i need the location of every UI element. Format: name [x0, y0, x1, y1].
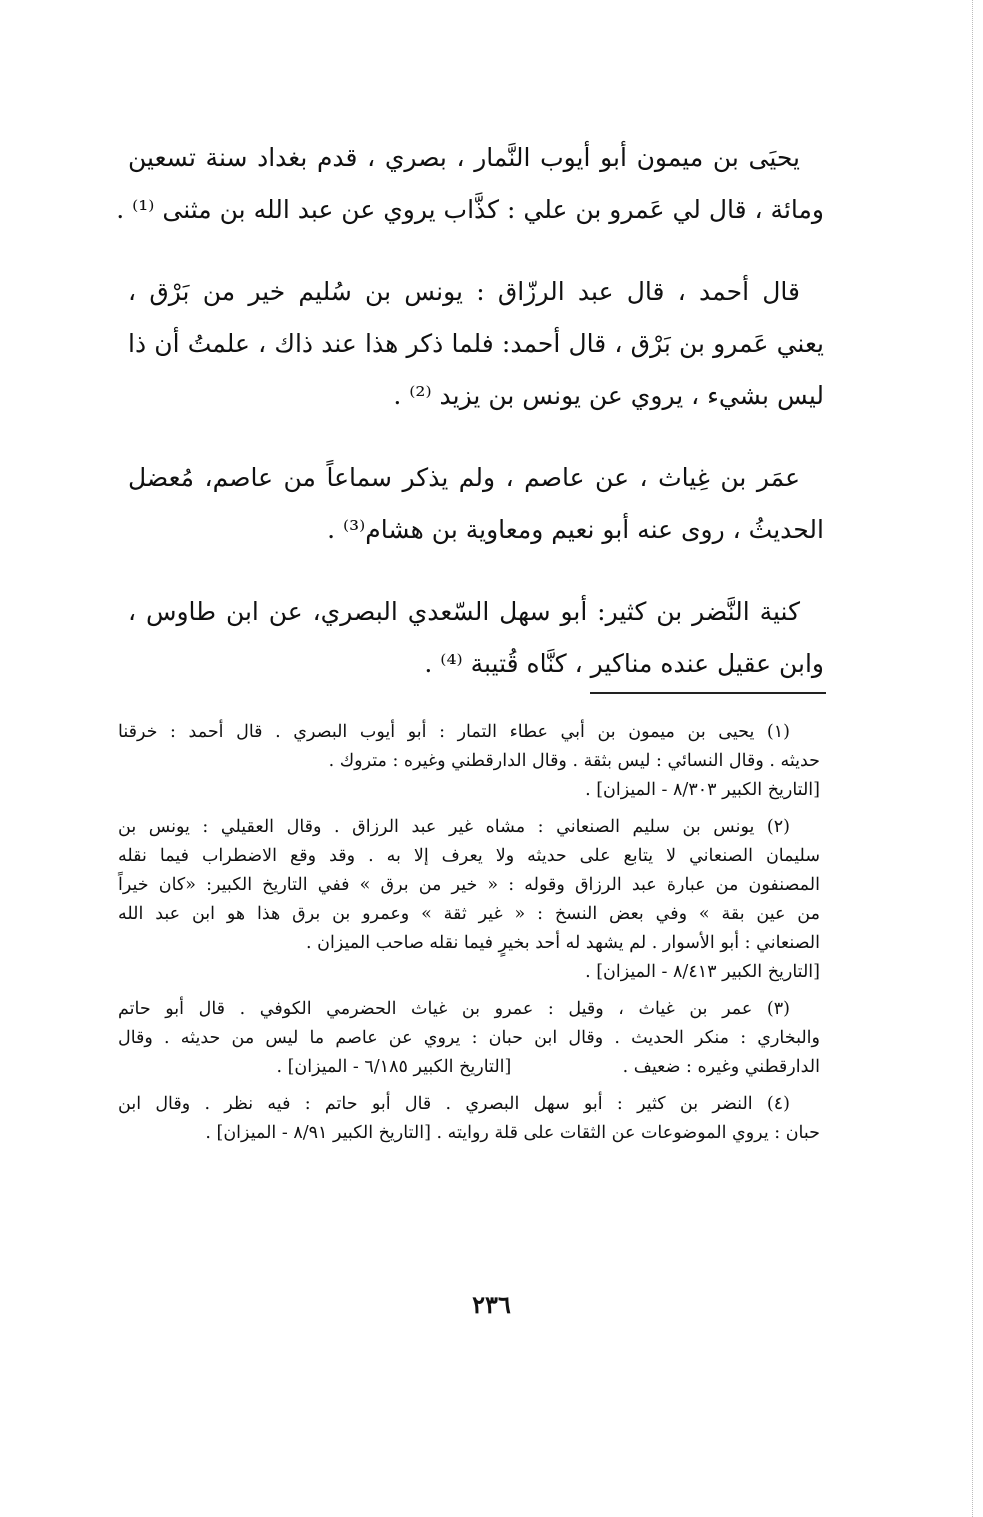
footnote-1 — [118, 718, 820, 805]
footnote-line: الصنعاني : أبو الأسوار . لم يشهد له أحد بخيرٍ فيما نقله صاحب الميزان . — [306, 933, 820, 953]
entry-umar-ghiyath — [128, 452, 824, 556]
footnote-line: حديثه . وقال النسائي : ليس بثقة . وقال الدارقطني وغيره : متروك . — [328, 751, 820, 771]
page-number: ٢٣٦ — [472, 1290, 511, 1319]
footnote-line: [التاريخ الكبير ٨/٣٠٣ - الميزان] . — [585, 780, 820, 800]
footnote-line: (٤) النضر بن كثير : أبو سهل البصري . قال أبو حاتم : فيه نظر . وقال ابن — [118, 1094, 790, 1114]
footnote-line: (١) يحيى بن ميمون بن أبي عطاء التمار : أبو أيوب البصري . قال أحمد : خرقنا — [118, 722, 790, 742]
entry-nadr-kathir — [128, 586, 824, 690]
footnote-line: المصنفون من عبارة عبد الرزاق وقوله : « خير من برق » ففي التاريخ الكبير: «كان خيراً — [118, 875, 820, 895]
text-line: ومائة ، قال لي عَمرو بن علي : كذَّاب يروي عن عبد الله بن مثنى ⁽¹⁾ . — [116, 195, 824, 224]
text-line: قال أحمد ، قال عبد الرزّاق : يونس بن سُليم خير من بَرْق ، — [128, 277, 800, 306]
text-line: الحديثُ ، روى عنه أبو نعيم ومعاوية بن هشام⁽³⁾ . — [327, 515, 824, 544]
entry-ahmad-qala — [128, 266, 824, 422]
text-line: وابن عقيل عنده مناكير ، كنَّاه قُتيبة ⁽⁴⁾ . — [424, 649, 824, 678]
footnote-3 — [118, 995, 820, 1082]
text-line: يحيَى بن ميمون أبو أيوب النَّمار ، بصري ، قدم بغداد سنة تسعين — [128, 143, 800, 172]
text-line: كنية النَّضر بن كثير: أبو سهل السّعدي البصري، عن ابن طاوس ، — [128, 597, 800, 626]
text-line: عمَر بن غِياث ، عن عاصم ، ولم يذكر سماعاً من عاصم، مُعضل — [128, 463, 800, 492]
footnote-separator — [590, 692, 826, 694]
footnote-line: (٣) عمر بن غياث ، وقيل : عمرو بن غياث الحضرمي الكوفي . قال أبو حاتم — [118, 999, 790, 1019]
text-line: ليس بشيء ، يروي عن يونس بن يزيد ⁽²⁾ . — [393, 381, 824, 410]
footnote-line: [التاريخ الكبير ٨/٤١٣ - الميزان] . — [585, 962, 820, 982]
footnote-line: والبخاري : منكر الحديث . وقال ابن حبان : يروي عن عاصم ما ليس من حديثه . وقال — [118, 1028, 820, 1048]
footnote-line: من عين بقة » وفي بعض النسخ : « غير ثقة » وعمرو بن برق هذا هو ابن عبد الله — [118, 904, 820, 924]
footnote-line: (٢) يونس بن سليم الصنعاني : مشاه غير عبد الرزاق . وقال العقيلي : يونس بن — [118, 817, 790, 837]
footnotes — [118, 718, 820, 1156]
footnote-line: حبان : يروي الموضوعات عن الثقات على قلة روايته . [التاريخ الكبير ٨/٩١ - الميزان] . — [205, 1123, 820, 1143]
text-line: يعني عَمرو بن بَرْق ، قال أحمد: فلما ذكر هذا عند ذاك ، علمتُ أن ذا — [128, 329, 824, 358]
main-text — [116, 132, 824, 720]
footnote-line: الدارقطني وغيره : ضعيف . [التاريخ الكبير ٦/١٨٥ - الميزان] . — [276, 1057, 820, 1077]
footnote-line: سليمان الصنعاني لا يتابع على حديثه ولا يعرف إلا به . وقد وقع الاضطراب فيما نقله — [118, 846, 820, 866]
entry-yahya — [116, 132, 824, 236]
footnote-4 — [118, 1090, 820, 1148]
footnote-2 — [118, 813, 820, 987]
